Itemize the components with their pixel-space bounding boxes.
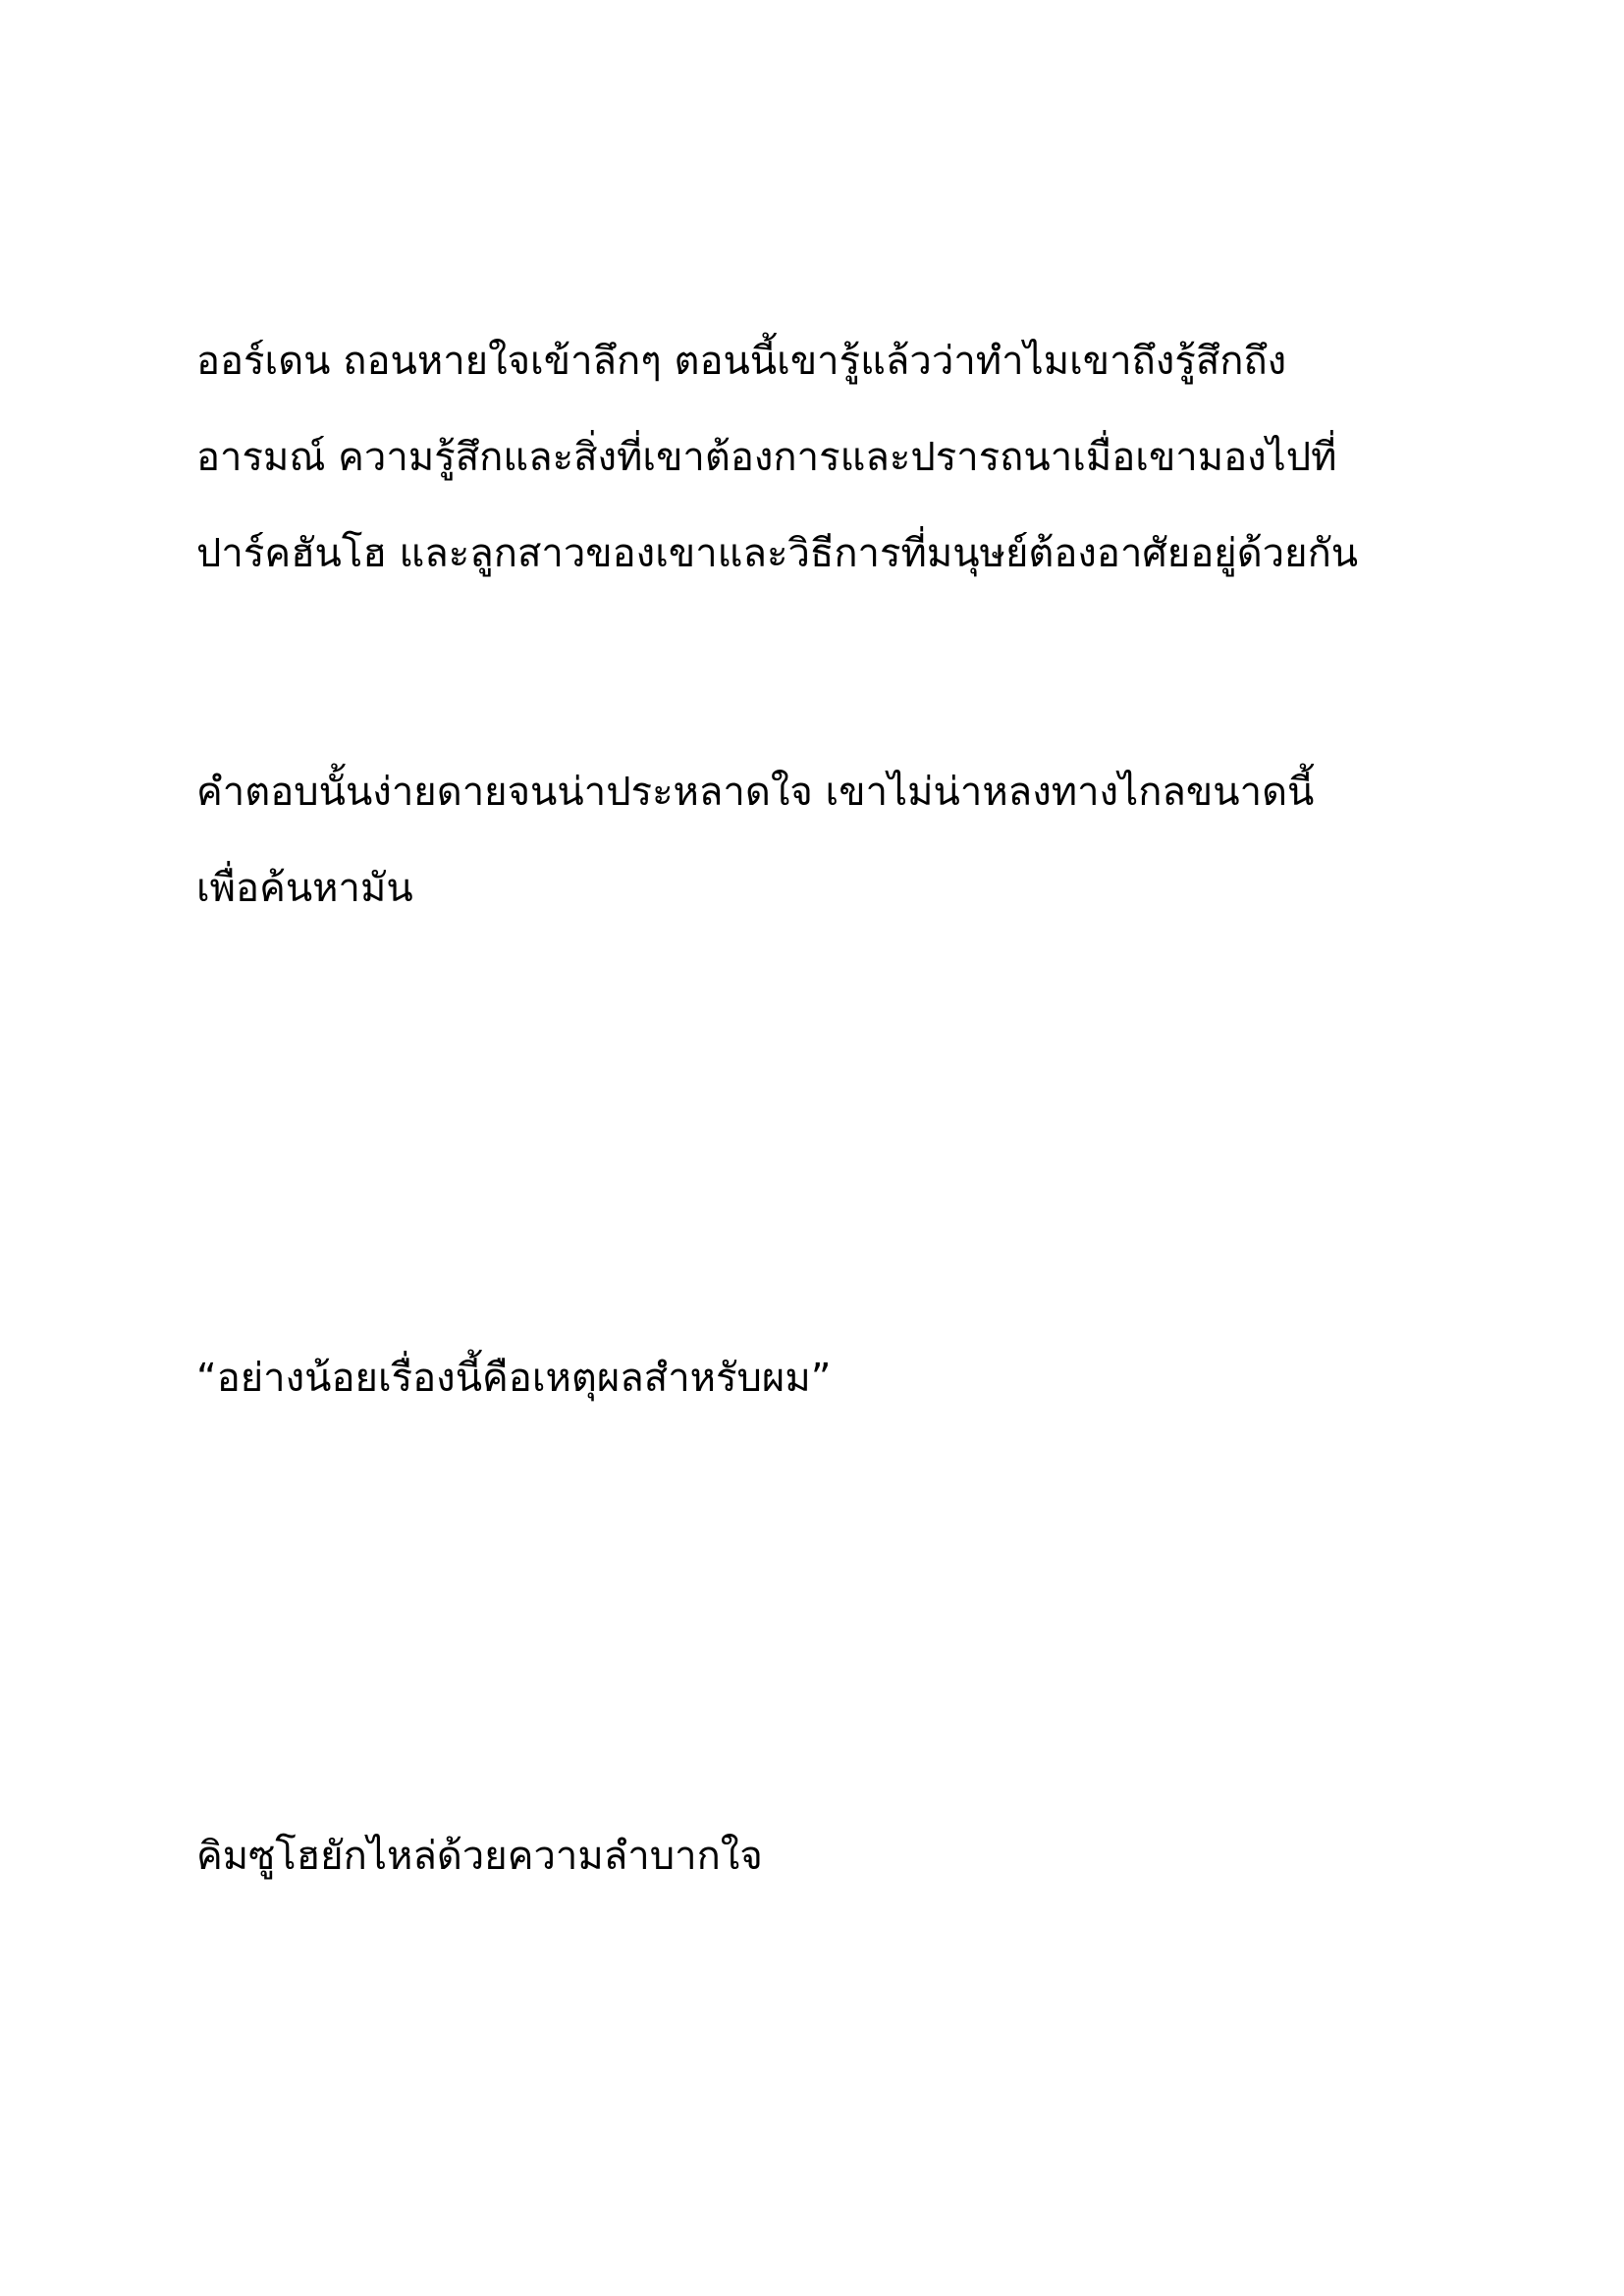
paragraph-line: คำตอบนั้นง่ายดายจนน่าประหลาดใจ เขาไม่น่าหลงทางไกลขนาดนี้	[196, 770, 1315, 815]
paragraph-line: เพื่อค้นหามัน	[196, 866, 413, 911]
paragraph-line: ออร์เดน ถอนหายใจเข้าลึกๆ ตอนนี้เขารู้แล้วว่าทำไมเขาถึงรู้สึกถึง	[196, 339, 1287, 384]
dialogue-quote: “อย่างน้อยเรื่องนี้คือเหตุผลสำหรับผม”	[196, 1356, 832, 1401]
paragraph-line: ปาร์คฮันโฮ และลูกสาวของเขาและวิธีการที่มนุษย์ต้องอาศัยอยู่ด้วยกัน	[196, 531, 1359, 576]
paragraph-line: อารมณ์ ความรู้สึกและสิ่งที่เขาต้องการและปรารถนาเมื่อเขามองไปที่	[196, 435, 1337, 480]
narration-line: คิมซูโฮยักไหล่ด้วยความลำบากใจ	[196, 1834, 763, 1879]
